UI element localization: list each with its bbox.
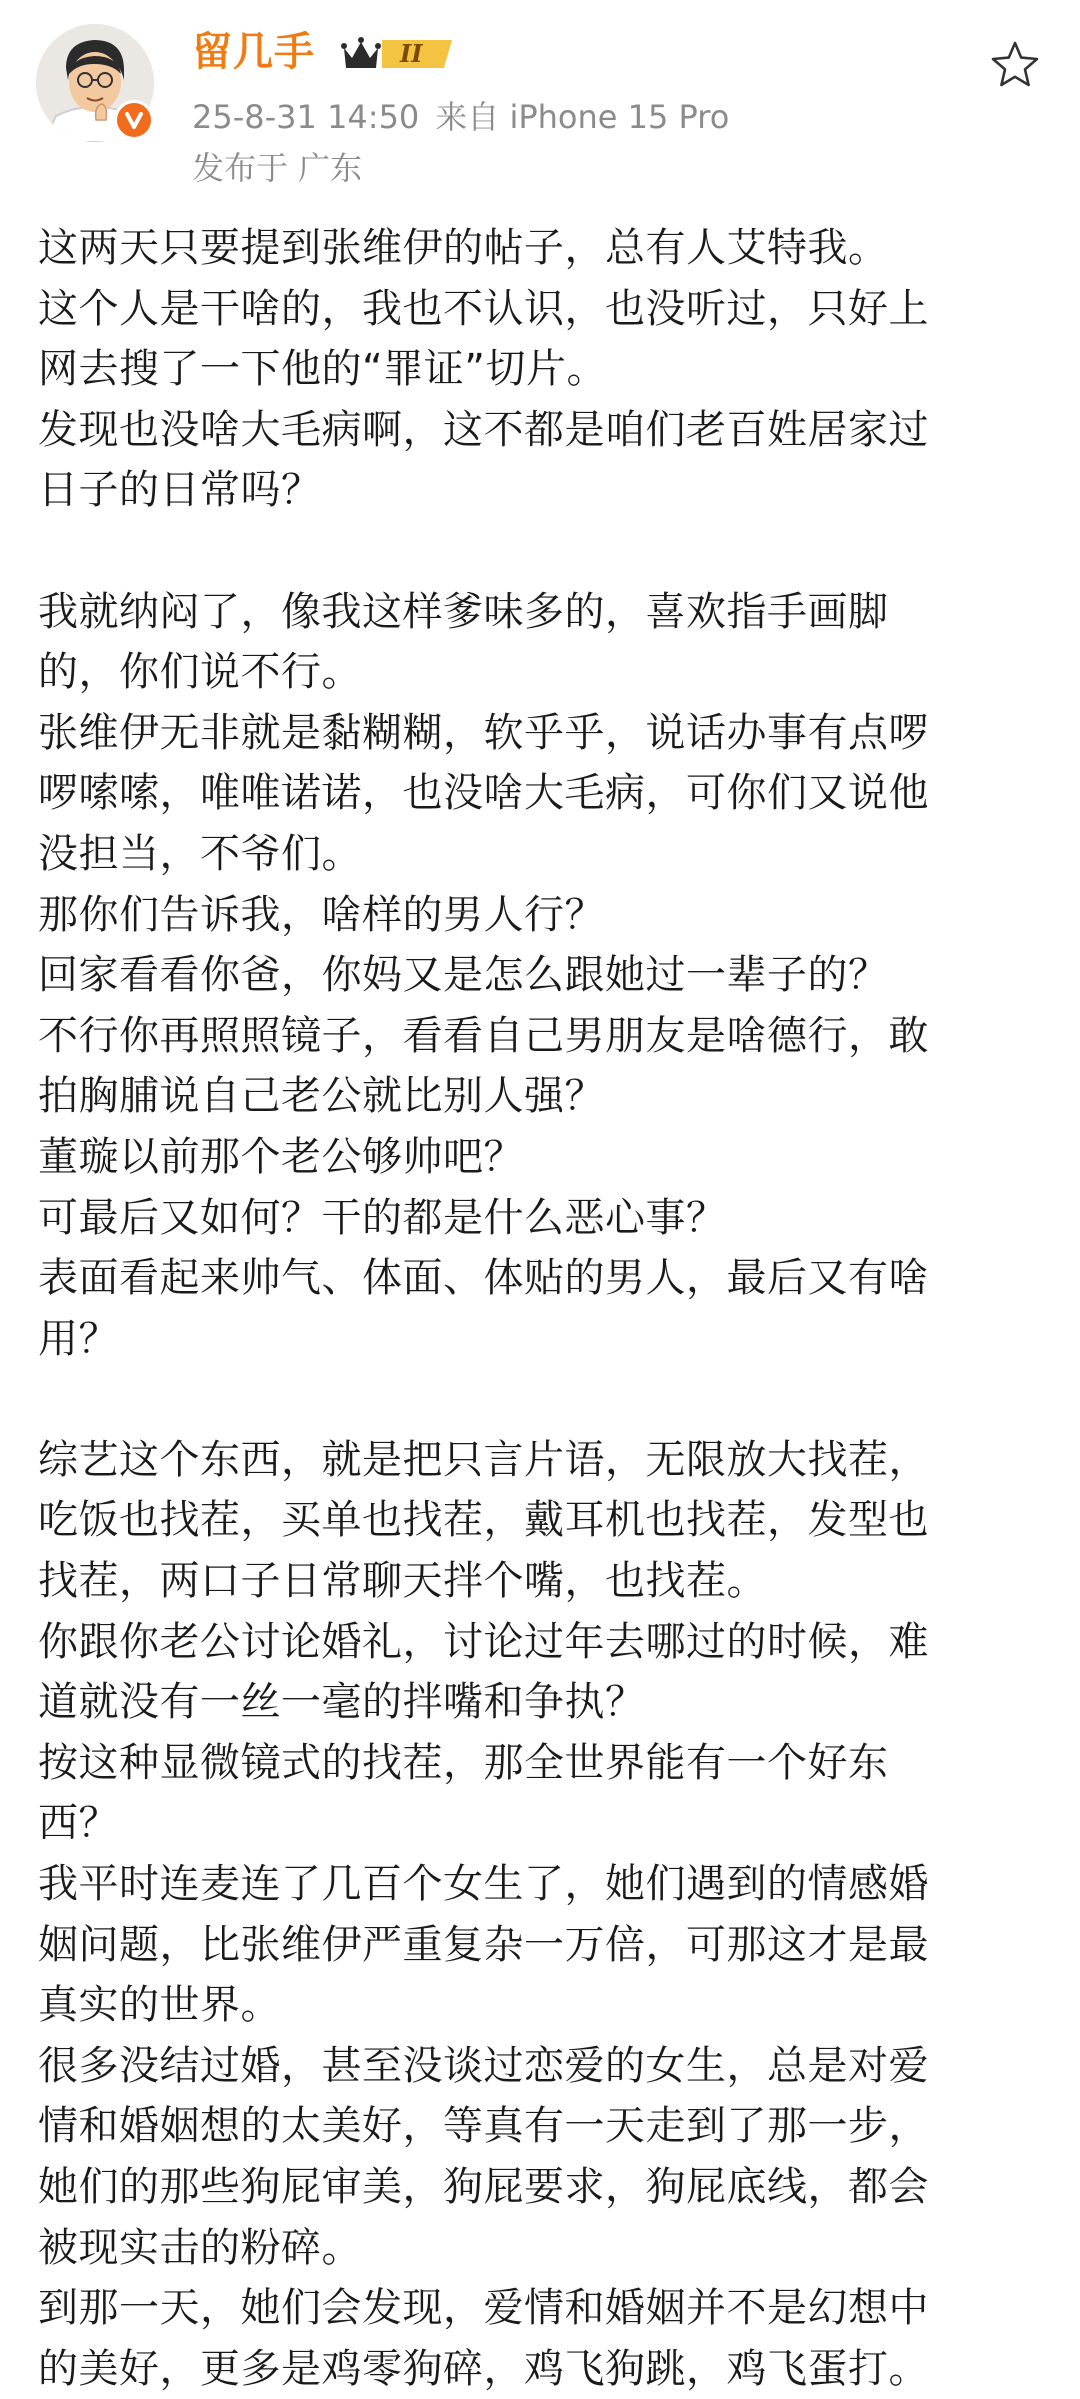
post-text-line: 真实的世界。: [38, 1982, 281, 2029]
post-text-line: 到那一天，她们会发现，爱情和婚姻并不是幻想中: [38, 2285, 929, 2332]
post-text-line: 那你们告诉我，啥样的男人行？: [38, 891, 605, 938]
post-text-line: 啰嗦嗦，唯唯诺诺，也没啥大毛病，可你们又说他: [38, 770, 929, 817]
post-text-line: 用？: [38, 1315, 119, 1362]
post-text-line: 情和婚姻想的太美好，等真有一天走到了那一步，: [38, 2103, 929, 2150]
post-text-line: 西？: [38, 1800, 119, 1847]
post-text-line: 很多没结过婚，甚至没谈过恋爱的女生，总是对爱: [38, 2042, 929, 2089]
post-text-line: 的美好，更多是鸡零狗碎，鸡飞狗跳，鸡飞蛋打。: [38, 2345, 929, 2392]
post-text-line: 吃饭也找茬，买单也找茬，戴耳机也找茬，发型也: [38, 1497, 929, 1544]
post-header: [0, 0, 1080, 200]
post-text-line: 被现实击的粉碎。: [38, 2224, 362, 2271]
post-text-line: 我平时连麦连了几百个女生了，她们遇到的情感婚: [38, 1861, 929, 1908]
post-text-line: 你跟你老公讨论婚礼，讨论过年去哪过的时候，难: [38, 1618, 929, 1665]
post-text-line: 网去搜了一下他的“罪证”切片。: [38, 346, 607, 393]
crown-level-icon: [340, 34, 456, 74]
post-text-line: 日子的日常吗？: [38, 467, 322, 514]
post-text-line: 综艺这个东西，就是把只言片语，无限放大找茬，: [38, 1436, 929, 1483]
post-text-line: 不行你再照照镜子，看看自己男朋友是啥德行，敢: [38, 1012, 929, 1059]
star-outline-icon: [988, 38, 1042, 92]
post-text-line: 拍胸脯说自己老公就比别人强？: [38, 1073, 605, 1120]
post-text-line: 没担当，不爷们。: [38, 830, 362, 877]
post-text-line: 董璇以前那个老公够帅吧？: [38, 1133, 524, 1180]
favorite-button[interactable]: [988, 38, 1042, 92]
post-text-line: [38, 1369, 1048, 1430]
post-text-line: 她们的那些狗屁审美，狗屁要求，狗屁底线，都会: [38, 2164, 929, 2210]
level-badge[interactable]: [340, 34, 456, 74]
post-text-line: 我就纳闷了，像我这样爹味多的，喜欢指手画脚: [38, 588, 889, 635]
post-source: 来自 iPhone 15 Pro: [435, 98, 730, 136]
post-text-line: 可最后又如何？干的都是什么恶心事？: [38, 1194, 727, 1241]
post-body: [38, 218, 1048, 2399]
post-text-line: 回家看看你爸，你妈又是怎么跟她过一辈子的？: [38, 952, 889, 999]
username[interactable]: 留几手: [192, 29, 315, 75]
post-text-line: [38, 521, 1048, 582]
verified-v-icon: [117, 103, 151, 137]
post-text-line: 找茬，两口子日常聊天拌个嘴，也找茬。: [38, 1558, 767, 1605]
post-text-line: 道就没有一丝一毫的拌嘴和争执？: [38, 1679, 646, 1726]
post-location: 发布于 广东: [192, 149, 363, 187]
post-text-line: 这两天只要提到张维伊的帖子，总有人艾特我。: [38, 225, 889, 271]
post-text-line: 姻问题，比张维伊严重复杂一万倍，可那这才是最: [38, 1921, 929, 1968]
post-text-line: 这个人是干啥的，我也不认识，也没听过，只好上: [38, 285, 929, 332]
post-text-line: 张维伊无非就是黏糊糊，软乎乎，说话办事有点啰: [38, 709, 929, 756]
post-text-line: 的，你们说不行。: [38, 649, 362, 696]
post-meta: [192, 95, 729, 139]
timestamp: 25-8-31 14:50: [192, 98, 420, 136]
post-text-line: 表面看起来帅气、体面、体贴的男人，最后又有啥: [38, 1255, 929, 1302]
level-text: II: [400, 39, 423, 68]
post-text-line: 发现也没啥大毛病啊，这不都是咱们老百姓居家过: [38, 406, 929, 453]
post-text-line: 按这种显微镜式的找茬，那全世界能有一个好东: [38, 1739, 889, 1786]
verified-badge: [114, 100, 154, 140]
